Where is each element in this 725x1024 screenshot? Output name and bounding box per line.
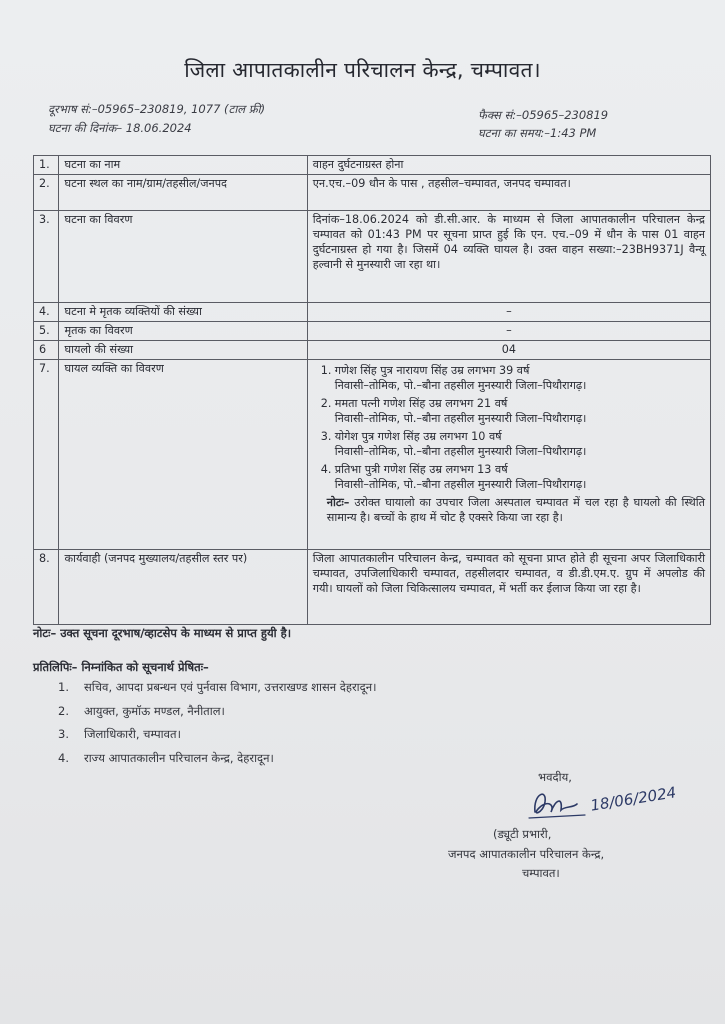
- row-number: 6: [34, 341, 59, 360]
- row-label: घटना का नाम: [59, 156, 307, 175]
- row-label: घटना का विवरण: [59, 211, 307, 303]
- injured-address: निवासी–तोमिक, पो.–बौना तहसील मुनस्यारी जिला–पिथौरागढ़।: [334, 379, 587, 392]
- injured-name: योगेश पुत्र गणेश सिंह उम्र लगभग 10 वर्ष: [334, 430, 502, 443]
- table-row: [34, 303, 711, 322]
- table-row: [34, 341, 711, 360]
- fax-line: फैक्स सं:–05965–230819: [478, 108, 609, 122]
- copy-to-heading: प्रतिलिपिः– निम्नांकित को सूचनार्थ प्रेषितः–: [33, 660, 209, 674]
- row-label: घटना मे मृतक व्यक्तियों की संख्या: [59, 303, 307, 322]
- list-item: [58, 704, 377, 728]
- row-value: जिला आपातकालीन परिचालन केन्द्र, चम्पावत को सूचना प्राप्त होते ही सूचना अपर जिलाधिकारी चम्पावत, उपजिलाधिकारी चम्पावत, तहसीलदार चम्पावत, व डी.डी.एम.ए. ग्रुप में अपलोड की गयी। घायलों को जिला चिकित्सालय चम्पावत, में भर्ती कर ईलाज किया जा रहा है।: [307, 550, 710, 625]
- list-item: [321, 363, 705, 393]
- injured-name: गणेश सिंह पुत्र नारायण सिंह उम्र लगभग 39 वर्ष: [334, 364, 530, 377]
- item-number: 3.: [58, 727, 69, 741]
- signatory-place: चम्पावत।: [522, 866, 560, 880]
- list-item: [58, 680, 377, 704]
- row-number: 3.: [34, 211, 59, 303]
- incident-table: [33, 155, 711, 625]
- recipient: सचिव, आपदा प्रबन्धन एवं पुर्नवास विभाग, उत्तराखण्ड शासन देहरादून।: [84, 680, 377, 694]
- table-row: [34, 211, 711, 303]
- row-value: –: [307, 322, 710, 341]
- row-value: वाहन दुर्घटनाग्रस्त होना: [307, 156, 710, 175]
- injured-address: निवासी–तोमिक, पो.–बौना तहसील मुनस्यारी जिला–पिथौरागढ़।: [334, 412, 587, 425]
- item-number: 4.: [58, 750, 69, 765]
- row-label: घायल व्यक्ति का विवरण: [59, 360, 307, 550]
- phone-line: दूरभाष सं:–05965–230819, 1077 (टाल फ्री): [48, 102, 266, 116]
- row-number: 2.: [34, 175, 59, 211]
- signature-date: 18/06/2024: [589, 783, 678, 815]
- injured-address: निवासी–तोमिक, पो.–बौना तहसील मुनस्यारी जिला–पिथौरागढ़।: [334, 478, 587, 491]
- injured-name: ममता पत्नी गणेश सिंह उम्र लगभग 21 वर्ष: [334, 397, 508, 410]
- table-row: [34, 322, 711, 341]
- recipient: आयुक्त, कुमॉऊ मण्डल, नैनीताल।: [84, 703, 225, 718]
- signatory-office: जनपद आपातकालीन परिचालन केन्द्र,: [448, 847, 605, 861]
- row-value: एन.एच.–09 धौन के पास , तहसील–चम्पावत, जनपद चम्पावत।: [307, 175, 710, 211]
- incident-date: घटना की दिनांक– 18.06.2024: [48, 121, 192, 135]
- row-number: 8.: [34, 550, 59, 625]
- row-value: –: [307, 303, 710, 322]
- table-row: [34, 156, 711, 175]
- list-item: [58, 727, 377, 751]
- item-number: 2.: [58, 703, 69, 718]
- row-number: 4.: [34, 303, 59, 322]
- incident-time: घटना का समय:–1:43 PM: [478, 126, 597, 140]
- table-row: [34, 550, 711, 625]
- row-number: 7.: [34, 360, 59, 550]
- source-note: नोटः– उक्त सूचना दूरभाष/व्हाटसेप के माध्यम से प्राप्त हुयी है।: [33, 626, 292, 640]
- list-item: [321, 462, 705, 492]
- signatory-designation: (ड्यूटी प्रभारी,: [493, 827, 552, 841]
- injured-list: [313, 363, 705, 492]
- note-label: नोटः–: [326, 496, 350, 509]
- item-number: 1.: [320, 364, 332, 377]
- injured-note: [313, 495, 705, 525]
- recipient: राज्य आपातकालीन परिचालन केन्द्र, देहरादून।: [84, 750, 274, 765]
- document-title: जिला आपातकालीन परिचालन केन्द्र, चम्पावत।: [184, 58, 541, 82]
- row-label: कार्यवाही (जनपद मुख्यालय/तहसील स्तर पर): [59, 550, 307, 625]
- copy-to-list: [58, 680, 377, 774]
- row-label: मृतक का विवरण: [59, 322, 307, 341]
- list-item: [321, 396, 705, 426]
- row-number: 5.: [34, 322, 59, 341]
- list-item: [58, 751, 377, 775]
- injured-address: निवासी–तोमिक, पो.–बौना तहसील मुनस्यारी जिला–पिथौरागढ़।: [334, 445, 587, 458]
- item-number: 3.: [320, 430, 332, 443]
- note-text: उरोक्त घायालो का उपचार जिला अस्पताल चम्पावत में चल रहा है घायलो की स्थिति सामान्य है। बच्चों के हाथ में चोट है एक्सरे किया जा रहा है।: [326, 496, 705, 524]
- recipient: जिलाधिकारी, चम्पावत।: [84, 727, 181, 741]
- row-value: दिनांक–18.06.2024 को डी.सी.आर. के माध्यम से जिला आपातकालीन परिचालन केन्द्र चम्पावत को 01:43 PM पर सूचना प्राप्त हुई कि एन. एच.–09 में धौन के पास 01 वाहन दुर्घटनाग्रस्त हो गया है। जिसमें 04 व्यक्ति घायल है। उक्त वाहन सख्या:–23BH9371J वैन्यू हल्वानी से मुनस्यारी जा रहा था।: [307, 211, 710, 303]
- table-row: [34, 175, 711, 211]
- row-number: 1.: [34, 156, 59, 175]
- item-number: 1.: [58, 680, 69, 694]
- injured-details: [307, 360, 710, 550]
- item-number: 2.: [320, 397, 332, 410]
- row-value: 04: [307, 341, 710, 360]
- item-number: 4.: [320, 463, 332, 476]
- injured-name: प्रतिभा पुत्री गणेश सिंह उम्र लगभग 13 वर्ष: [334, 463, 508, 476]
- row-label: घायलो की संख्या: [59, 341, 307, 360]
- closing-salutation: भवदीय,: [538, 770, 572, 784]
- row-label: घटना स्थल का नाम/ग्राम/तहसील/जनपद: [59, 175, 307, 211]
- table-row: [34, 360, 711, 550]
- list-item: [321, 429, 705, 459]
